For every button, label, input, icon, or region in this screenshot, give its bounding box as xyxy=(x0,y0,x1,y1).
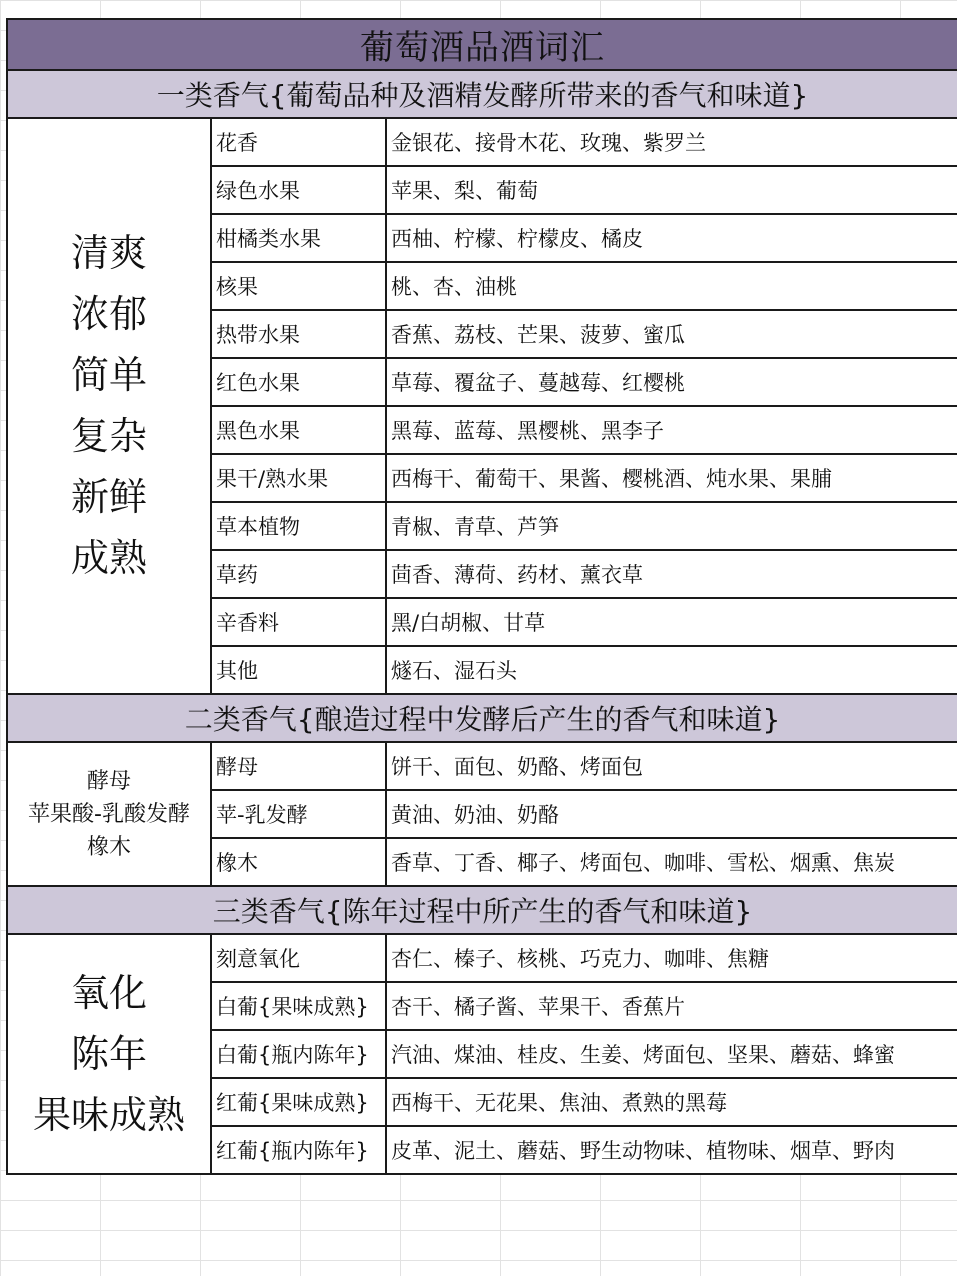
descriptor-list xyxy=(10,223,208,589)
terms-cell[interactable]: 西梅干、葡萄干、果酱、樱桃酒、炖水果、果脯 xyxy=(386,454,957,502)
descriptor: 清爽 xyxy=(70,231,147,275)
category-cell[interactable]: 热带水果 xyxy=(211,310,386,358)
terms-cell[interactable]: 苹果、梨、葡萄 xyxy=(386,166,957,214)
category-cell[interactable]: 草本植物 xyxy=(211,502,386,550)
category-cell[interactable]: 苹-乳发酵 xyxy=(211,790,386,838)
terms-cell[interactable]: 金银花、接骨木花、玫瑰、紫罗兰 xyxy=(386,118,957,166)
category-cell[interactable]: 酵母 xyxy=(211,742,386,790)
title-row xyxy=(7,19,957,70)
terms-cell[interactable]: 杏仁、榛子、核桃、巧克力、咖啡、焦糖 xyxy=(386,934,957,982)
descriptor: 成熟 xyxy=(70,536,147,580)
category-cell[interactable]: 橡木 xyxy=(211,838,386,886)
terms-cell[interactable]: 西柚、柠檬、柠檬皮、橘皮 xyxy=(386,214,957,262)
category-cell[interactable]: 红色水果 xyxy=(211,358,386,406)
section-header-tertiary xyxy=(7,886,957,934)
terms-cell[interactable]: 桃、杏、油桃 xyxy=(386,262,957,310)
section-heading[interactable]: 三类香气{陈年过程中所产生的香气和味道} xyxy=(7,886,957,934)
category-cell[interactable]: 核果 xyxy=(211,262,386,310)
terms-cell[interactable]: 香草、丁香、椰子、烤面包、咖啡、雪松、烟熏、焦炭 xyxy=(386,838,957,886)
descriptor: 苹果酸-乳酸发酵 xyxy=(28,801,190,827)
descriptor: 氧化 xyxy=(70,970,147,1015)
descriptor: 橡木 xyxy=(86,834,131,860)
wine-vocabulary-table xyxy=(6,18,957,1175)
terms-cell[interactable]: 西梅干、无花果、焦油、煮熟的黑莓 xyxy=(386,1078,957,1126)
category-cell[interactable]: 草药 xyxy=(211,550,386,598)
terms-cell[interactable]: 杏干、橘子酱、苹果干、香蕉片 xyxy=(386,982,957,1030)
category-cell[interactable]: 黑色水果 xyxy=(211,406,386,454)
category-cell[interactable]: 刻意氧化 xyxy=(211,934,386,982)
section-header-secondary xyxy=(7,694,957,742)
table-row xyxy=(7,934,957,982)
terms-cell[interactable]: 饼干、面包、奶酪、烤面包 xyxy=(386,742,957,790)
category-cell[interactable]: 绿色水果 xyxy=(211,166,386,214)
category-cell[interactable]: 红葡{果味成熟} xyxy=(211,1078,386,1126)
category-cell[interactable]: 柑橘类水果 xyxy=(211,214,386,262)
descriptor: 新鲜 xyxy=(70,475,147,519)
table-row xyxy=(7,742,957,790)
category-cell[interactable]: 红葡{瓶内陈年} xyxy=(211,1126,386,1174)
category-cell[interactable]: 白葡{果味成熟} xyxy=(211,982,386,1030)
section-header-primary xyxy=(7,70,957,118)
category-cell[interactable]: 辛香料 xyxy=(211,598,386,646)
terms-cell[interactable]: 皮革、泥土、蘑菇、野生动物味、植物味、烟草、野肉 xyxy=(386,1126,957,1174)
table-row xyxy=(7,118,957,166)
descriptor-cell[interactable] xyxy=(7,742,211,886)
descriptor: 复杂 xyxy=(70,414,147,458)
descriptor-cell[interactable] xyxy=(7,934,211,1174)
table-title[interactable]: 葡萄酒品酒词汇 xyxy=(7,19,957,70)
category-cell[interactable]: 果干/熟水果 xyxy=(211,454,386,502)
terms-cell[interactable]: 汽油、煤油、桂皮、生姜、烤面包、坚果、蘑菇、蜂蜜 xyxy=(386,1030,957,1078)
descriptor: 简单 xyxy=(70,353,147,397)
category-cell[interactable]: 其他 xyxy=(211,646,386,694)
terms-cell[interactable]: 青椒、青草、芦笋 xyxy=(386,502,957,550)
category-cell[interactable]: 白葡{瓶内陈年} xyxy=(211,1030,386,1078)
descriptor: 果味成熟 xyxy=(32,1092,185,1137)
terms-cell[interactable]: 黄油、奶油、奶酪 xyxy=(386,790,957,838)
descriptor-list xyxy=(10,963,208,1146)
terms-cell[interactable]: 香蕉、荔枝、芒果、菠萝、蜜瓜 xyxy=(386,310,957,358)
terms-cell[interactable]: 燧石、湿石头 xyxy=(386,646,957,694)
section-heading[interactable]: 二类香气{酿造过程中发酵后产生的香气和味道} xyxy=(7,694,957,742)
category-cell[interactable]: 花香 xyxy=(211,118,386,166)
section-heading[interactable]: 一类香气{葡萄品种及酒精发酵所带来的香气和味道} xyxy=(7,70,957,118)
descriptor: 陈年 xyxy=(70,1031,147,1076)
terms-cell[interactable]: 黑/白胡椒、甘草 xyxy=(386,598,957,646)
terms-cell[interactable]: 黑莓、蓝莓、黑樱桃、黑李子 xyxy=(386,406,957,454)
terms-cell[interactable]: 草莓、覆盆子、蔓越莓、红樱桃 xyxy=(386,358,957,406)
descriptor-cell[interactable] xyxy=(7,118,211,694)
terms-cell[interactable]: 茴香、薄荷、药材、薰衣草 xyxy=(386,550,957,598)
descriptor-list xyxy=(10,765,208,864)
descriptor: 酵母 xyxy=(86,768,131,794)
descriptor: 浓郁 xyxy=(70,292,147,336)
